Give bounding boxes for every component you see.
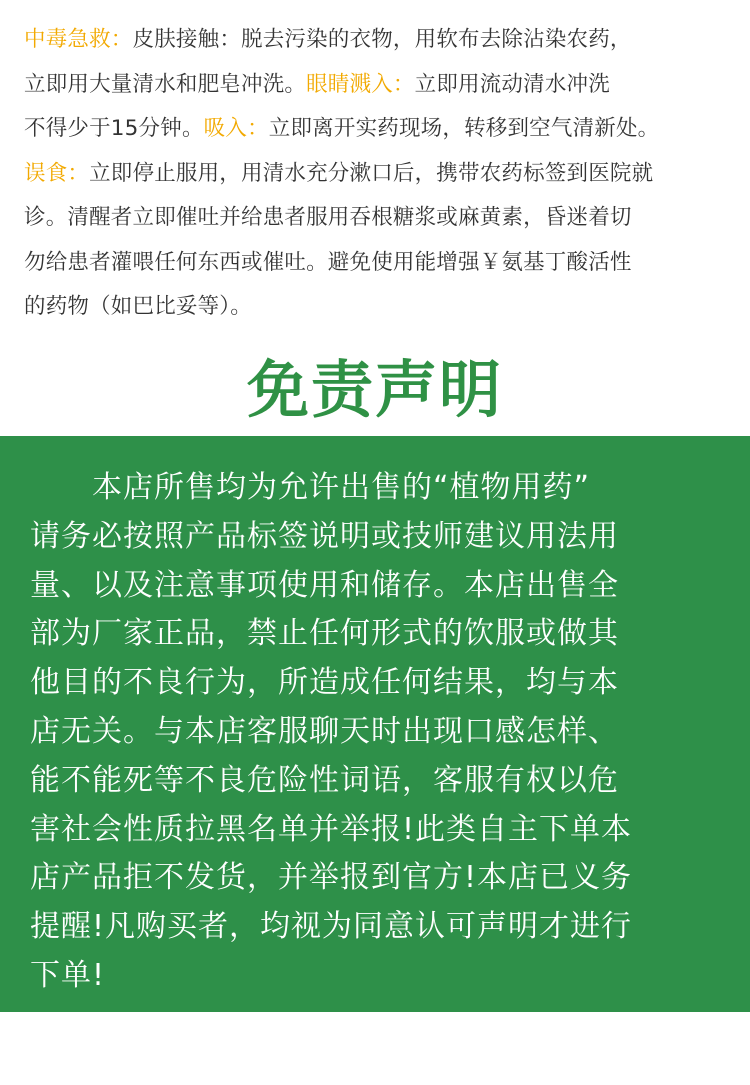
disclaimer-line: 能不能死等不良危险性词语，客服有权以危 — [30, 762, 619, 798]
disclaimer-line: 部为厂家正品，禁止任何形式的饮服或做其 — [30, 616, 619, 652]
ingestion-text: 立即停止服用，用清水充分漱口后，携带农药标签到医院就 — [89, 160, 654, 186]
eye-rinse-text: 立即用流动清水冲洗 — [414, 71, 610, 97]
disclaimer-line: 害社会性质拉黑名单并举报!此类自主下单本 — [30, 811, 633, 847]
disclaimer-line: 请务必按照产品标签说明或技师建议用法用 — [30, 518, 619, 554]
label-eye-contact: 眼睛溅入： — [306, 71, 415, 97]
inhalation-text: 立即离开实药现场，转移到空气清新处。 — [268, 116, 660, 141]
skin-wash-text: 立即用大量清水和肥皂冲洗。 — [24, 71, 307, 97]
first-aid-line — [24, 196, 734, 241]
ingestion-text-end: 的药物（如巴比妥等）。 — [24, 294, 252, 319]
eye-duration-text: 不得少于15分钟。 — [24, 116, 204, 141]
disclaimer-line: 店无关。与本店客服聊天时出现口感怎样、 — [30, 713, 619, 749]
label-poisoning-first-aid: 中毒急救： — [24, 27, 133, 52]
disclaimer-line: 他目的不良行为，所造成任何结果，均与本 — [30, 665, 619, 701]
first-aid-line — [24, 285, 734, 330]
disclaimer-panel — [0, 436, 750, 1012]
first-aid-section — [24, 18, 734, 330]
first-aid-line — [24, 152, 734, 197]
ingestion-text-cont: 诊。清醒者立即催吐并给患者服用吞根糖浆或麻黄素，昏迷着切 — [24, 205, 632, 230]
disclaimer-line: 下单! — [30, 957, 106, 993]
disclaimer-line: 提醒!凡购买者，均视为同意认可声明才进行 — [30, 909, 633, 945]
disclaimer-title: 免责声明 — [246, 353, 503, 426]
label-ingestion: 误食： — [24, 160, 90, 186]
label-inhalation: 吸入： — [203, 116, 269, 141]
disclaimer-text — [30, 464, 730, 1001]
disclaimer-line: 店产品拒不发货，并举报到官方!本店已义务 — [30, 860, 633, 896]
skin-contact-text: 皮肤接触：脱去污染的衣物，用软布去除沾染农药， — [132, 27, 632, 52]
disclaimer-line: 本店所售均为允许出售的“植物用药” — [30, 470, 591, 505]
first-aid-line — [24, 107, 734, 152]
first-aid-line — [24, 63, 734, 108]
disclaimer-line: 量、以及注意事项使用和储存。本店出售全 — [30, 567, 619, 603]
ingestion-text-cont: 勿给患者灌喂任何东西或催吐。避免使用能增强￥氨基丁酸活性 — [24, 249, 632, 275]
first-aid-line — [24, 241, 734, 286]
first-aid-line — [24, 18, 734, 63]
